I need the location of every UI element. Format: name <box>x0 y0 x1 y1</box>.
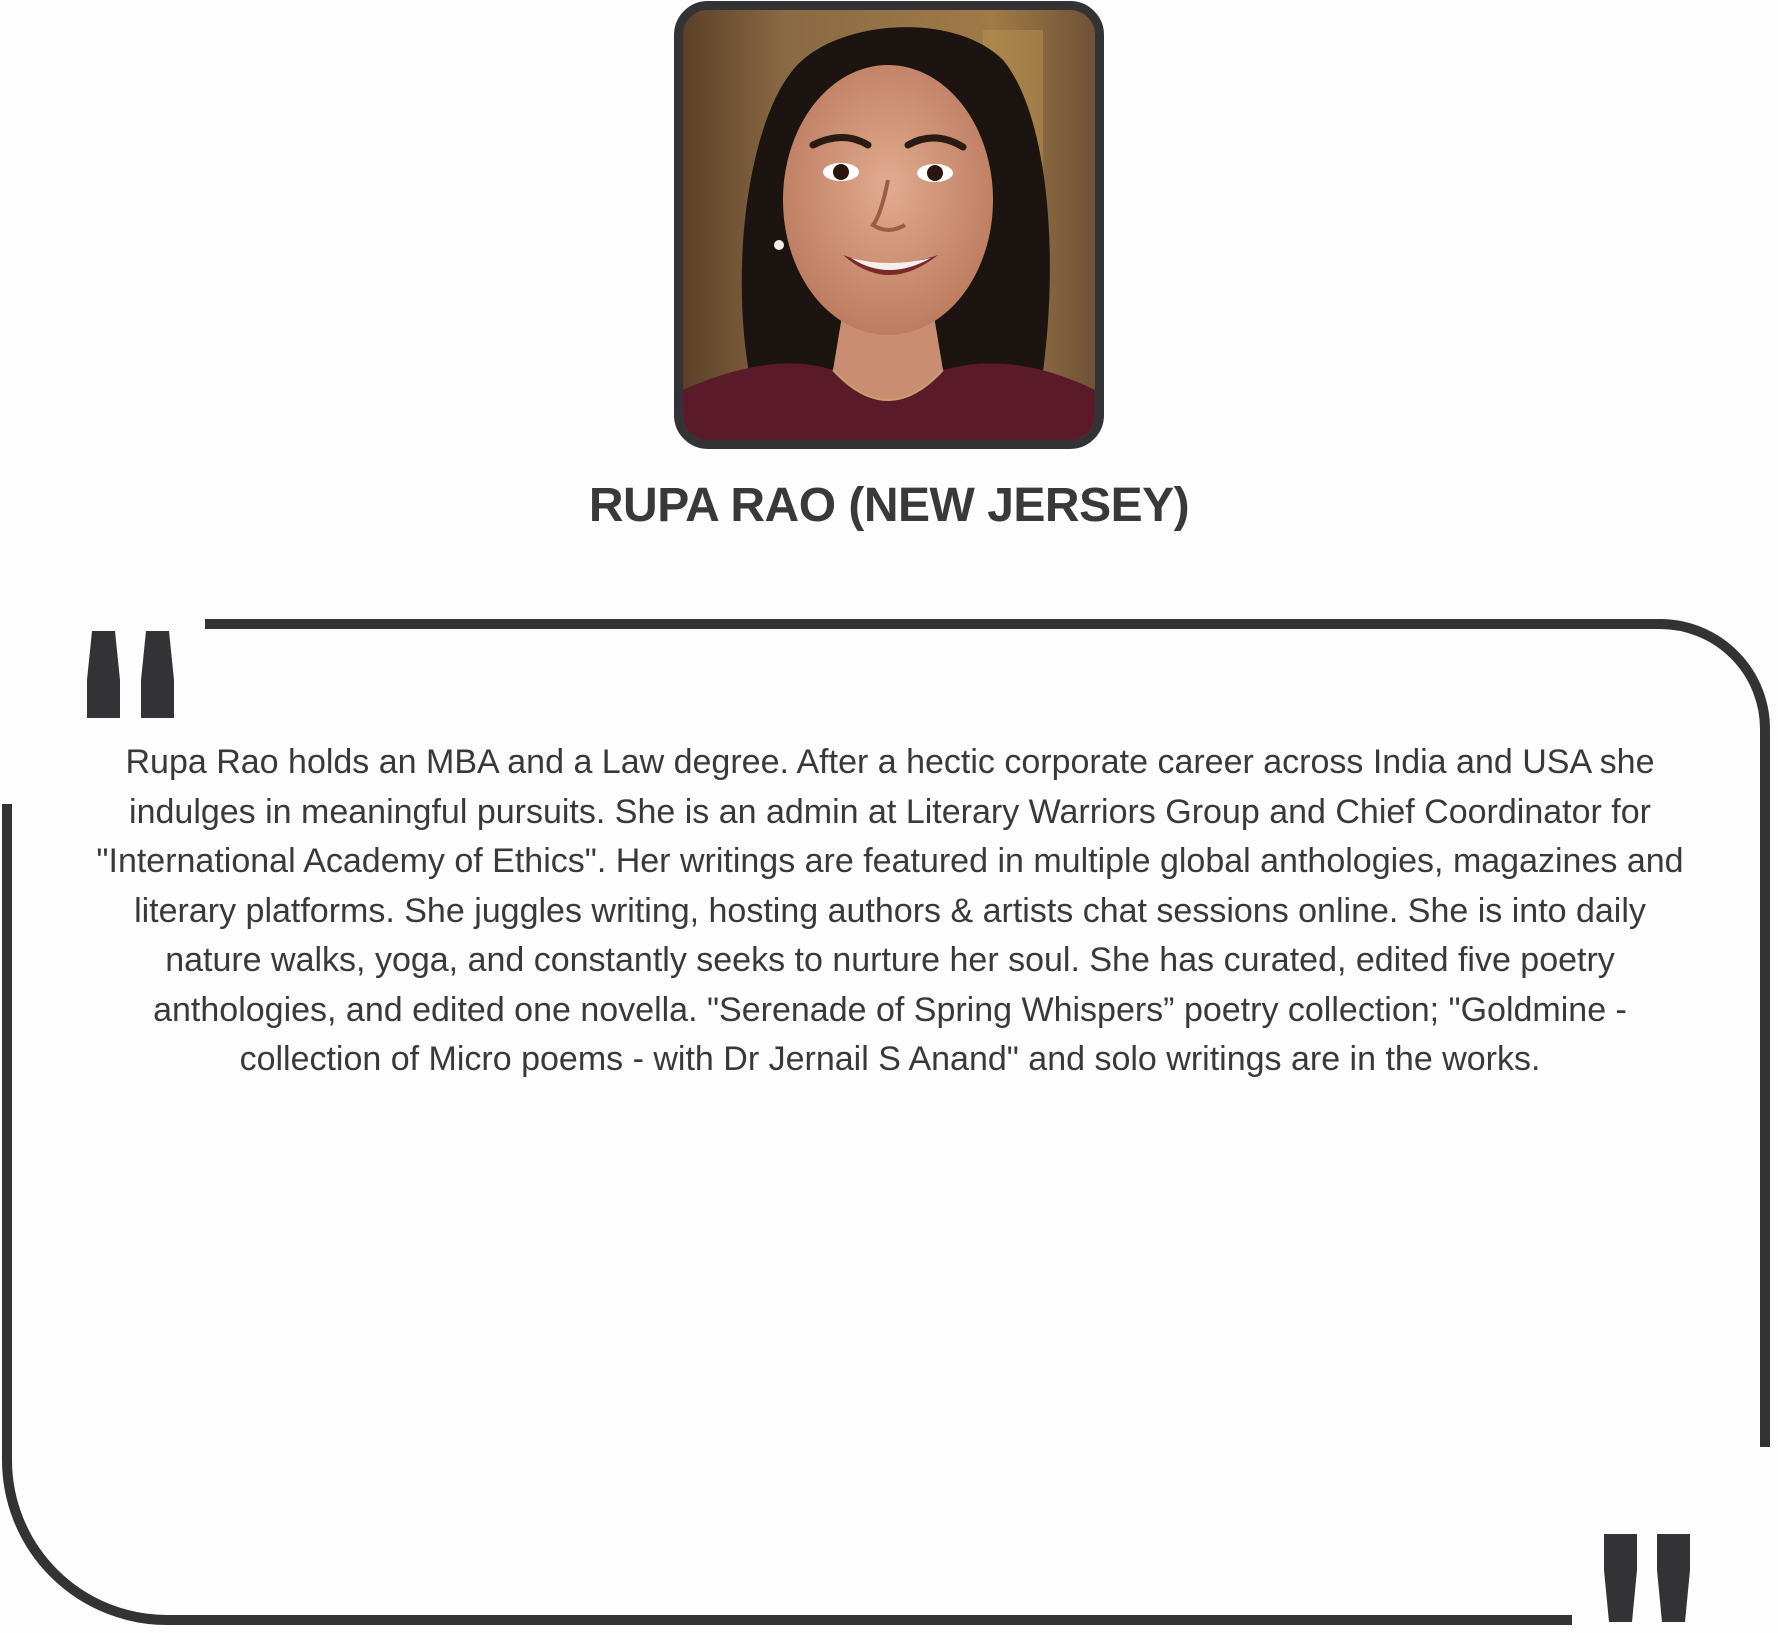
person-name: RUPA RAO (NEW JERSEY) <box>588 479 1190 532</box>
opening-quote-icon <box>87 631 174 718</box>
bio-text: Rupa Rao holds an MBA and a Law degree. After a hectic corporate career across India and USA she indulges in meaningful pursuits. She is an admin at Literary Warriors Group and Chief Coordinator for "International Academy of Ethics". Her writings are featured in multiple global anthologies, magazines and literary platforms. She juggles writing, hosting authors & artists chat sessions online. She is into daily nature walks, yoga, and constantly seeks to nurture her soul. She has curated, edited five poetry anthologies, and edited one novella. "Serenade of Spring Whispers” poetry collection; "Goldmine - collection of Micro poems - with Dr Jernail S Anand" and solo writings are in the works. <box>96 743 1684 1078</box>
closing-quote-icon <box>1604 1534 1690 1622</box>
